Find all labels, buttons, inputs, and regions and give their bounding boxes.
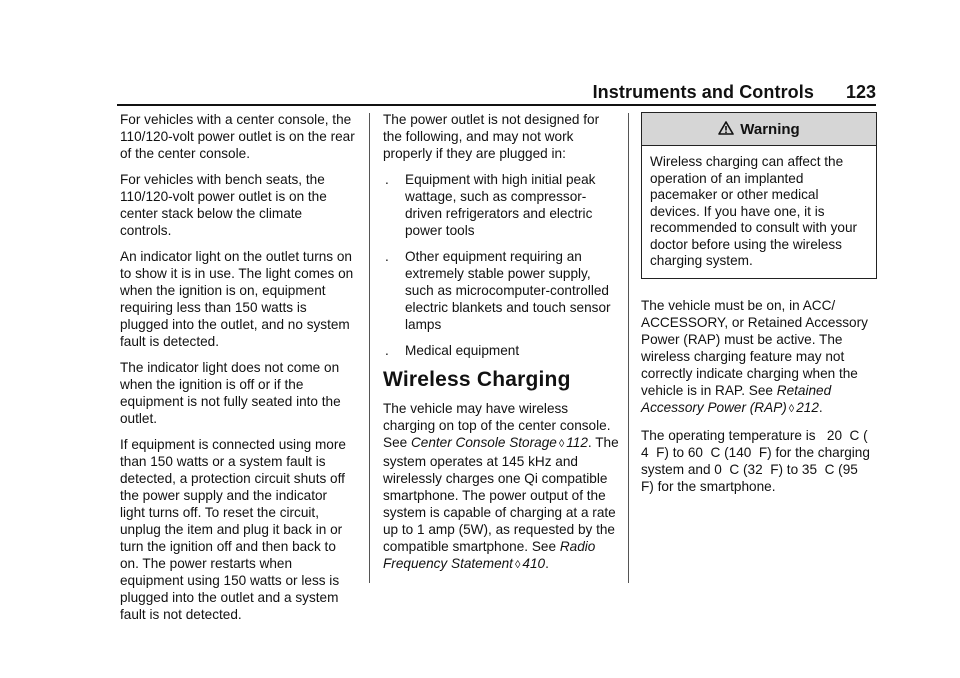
warning-body: Wireless charging can affect the operation of an implanted pacemaker or other medical devices. If you have one, it is recommended to consult with your doctor before using the wireless charging system. bbox=[650, 154, 858, 268]
warning-title: Warning bbox=[740, 120, 800, 138]
cross-reference-link[interactable]: Radio Frequency Statement bbox=[383, 539, 596, 571]
column-divider-1 bbox=[369, 113, 370, 583]
list-item bbox=[383, 248, 620, 333]
warning-box bbox=[641, 112, 877, 279]
text: . The system operates at 145 kHz and wirelessly charges one Qi compatible smartphone. The power output of the system is capable of charging at a rate up to 1 amp (5W), as requested by the compatible smartphone. See bbox=[383, 435, 619, 554]
column-2 bbox=[383, 111, 620, 583]
section-heading: Wireless Charging bbox=[383, 368, 571, 391]
page-reference[interactable]: 112 bbox=[566, 435, 588, 450]
page-reference-icon: ◊ bbox=[558, 438, 565, 450]
bullet-mark: . bbox=[385, 343, 389, 358]
cross-reference-link[interactable]: Center Console Storage bbox=[410, 435, 557, 450]
paragraph bbox=[641, 297, 877, 418]
paragraph: For vehicles with a center console, the 110/120-volt power outlet is on the rear of the center console. bbox=[120, 112, 355, 161]
paragraph: If equipment is connected using more than 150 watts or a system fault is detected, a protection circuit shuts off the power supply and the indicator light turns off. To reset the circuit, unplug the item and plug it back in or turn the ignition off and then back to on. The power restarts when equipment using 150 watts or less is plugged into the outlet and a system fault is not detected. bbox=[120, 437, 346, 622]
bullet-list bbox=[383, 171, 620, 359]
section-title: Instruments and Controls bbox=[592, 82, 814, 102]
text: . bbox=[545, 556, 549, 571]
page-reference-icon: ◊ bbox=[514, 559, 521, 571]
column-3 bbox=[641, 112, 877, 504]
list-item-text: Equipment with high initial peak wattage, such as compressor-driven refrigerators and electric power tools bbox=[405, 172, 596, 238]
column-1 bbox=[120, 111, 355, 632]
list-item-text: Other equipment requiring an extremely stable power supply, such as microcomputer-controlled electric blankets and touch sensor lamps bbox=[405, 249, 611, 332]
bullet-mark: . bbox=[385, 249, 389, 264]
list-item bbox=[383, 342, 620, 359]
warning-header bbox=[642, 113, 876, 146]
page-header bbox=[0, 82, 876, 104]
text: The vehicle must be on, in ACC/ ACCESSORY, or Retained Accessory Power (RAP) must be active. The wireless charging feature may not correctly indicate charging when the vehicle is in RAP. See bbox=[641, 297, 868, 398]
page-number: 123 bbox=[845, 82, 876, 102]
paragraph-intro: The power outlet is not designed for the following, and may not work properly if they are plugged in: bbox=[383, 112, 600, 161]
column-divider-2 bbox=[628, 113, 629, 583]
text: The vehicle may have wireless charging on top of the center console. See bbox=[383, 401, 611, 450]
cross-reference-link[interactable]: Retained Accessory Power (RAP) bbox=[641, 382, 832, 415]
paragraph: An indicator light on the outlet turns on to show it is in use. The light comes on when the ignition is on, equipment requiring less than 150 watts is plugged into the outlet, and no system fault is detected. bbox=[120, 249, 354, 349]
list-item bbox=[383, 171, 620, 239]
text: . bbox=[818, 399, 823, 415]
paragraph: For vehicles with bench seats, the 110/120-volt power outlet is on the center stack below the climate controls. bbox=[120, 172, 327, 238]
header-rule bbox=[117, 104, 876, 106]
warning-triangle-icon bbox=[718, 121, 734, 135]
page-reference[interactable]: 212 bbox=[796, 399, 819, 415]
bullet-mark: . bbox=[385, 172, 389, 187]
paragraph-temperature: The operating temperature is 20 C ( 4 F) to 60 C (140 F) for the charging system and 0 C (32 F) to 35 C (95 F) for the smartphone. bbox=[641, 427, 876, 494]
paragraph-wireless-charging bbox=[383, 400, 620, 574]
list-item-text: Medical equipment bbox=[405, 343, 520, 358]
page-reference[interactable]: 410 bbox=[522, 556, 546, 571]
paragraph: The indicator light does not come on when the ignition is off or if the equipment is not fully seated into the outlet. bbox=[120, 360, 341, 426]
page-reference-icon: ◊ bbox=[788, 402, 795, 415]
